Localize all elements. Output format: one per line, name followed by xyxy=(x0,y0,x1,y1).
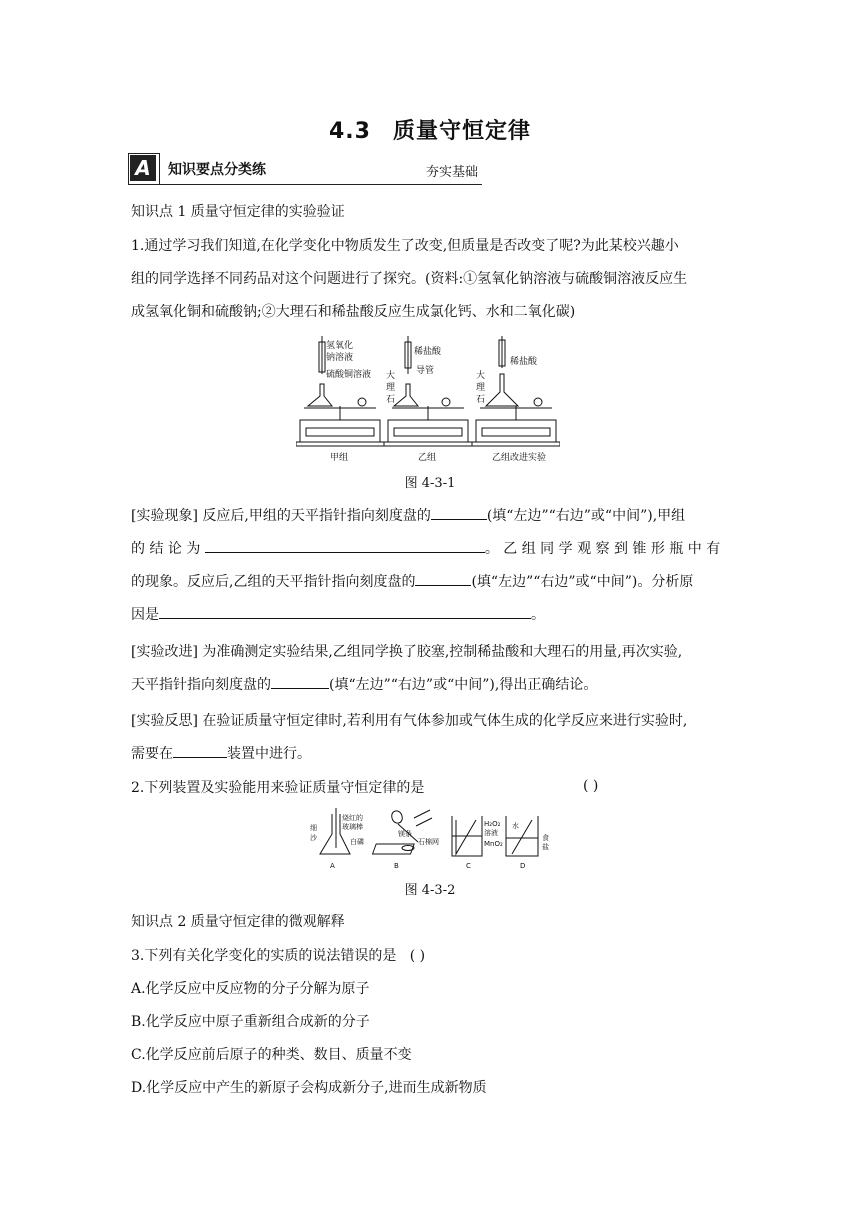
knowledge-point-2: 知识点 2 质量守恒定律的微观解释 xyxy=(131,914,345,930)
fig2-label-salt-2: 盐 xyxy=(542,843,549,851)
figure-4-3-2 xyxy=(306,806,556,872)
fig2-label-mno2: MnO₂ xyxy=(484,840,503,848)
banner-title: 知识要点分类练 xyxy=(168,162,266,178)
q1-obs-b2: 。 乙 组 同 学 观 察 到 锥 形 瓶 中 有 xyxy=(484,541,721,557)
fig1-label-tube: 导管 xyxy=(416,366,435,376)
fig2-label-water: 水 xyxy=(512,822,519,830)
q3-option-a[interactable]: A.化学反应中反应物的分子分解为原子 xyxy=(131,981,370,997)
fig2-label-sand-1: 细 xyxy=(310,824,317,832)
fig2-label-phosphorus: 白磷 xyxy=(350,838,364,846)
q3-stem: 3.下列有关化学变化的实质的说法错误的是 xyxy=(131,948,397,964)
fig2-letter-d: D xyxy=(520,862,526,870)
section-number: 4.3 xyxy=(329,119,371,144)
q1-obs-c2: (填“左边”“右边”或“中间”)。分析原 xyxy=(471,574,694,590)
fig2-label-mg: 镁条 xyxy=(398,830,412,838)
q1-obs-b1: 的 结 论 为 xyxy=(131,541,201,557)
q2-answer-paren[interactable]: ( ) xyxy=(583,778,599,794)
blank-6[interactable] xyxy=(173,743,227,758)
figure-4-3-2-caption: 图 4-3-2 xyxy=(404,883,456,898)
fig2-label-h2o2-2: 溶液 xyxy=(484,829,498,837)
fig1-label-marble-c1: 大 xyxy=(476,371,486,381)
q3-option-c[interactable]: C.化学反应前后原子的种类、数目、质量不变 xyxy=(131,1047,412,1063)
q1-observation-line3 xyxy=(131,566,731,599)
q1-observation-line4 xyxy=(131,599,731,632)
section-title: 质量守恒定律 xyxy=(392,119,531,144)
q2-text: 2.下列装置及实验能用来验证质量守恒定律的是 xyxy=(131,780,425,796)
q1-imp-b1: 天平指针指向刻度盘的 xyxy=(131,677,271,693)
q1-obs-d2: 。 xyxy=(531,607,545,623)
fig2-label-rod-1: 烧红的 xyxy=(342,814,363,822)
fig1-group-a: 甲组 xyxy=(330,453,349,463)
fig2-label-h2o2-1: H₂O₂ xyxy=(484,820,501,828)
fig2-letter-c: C xyxy=(466,862,471,870)
q1-obs-a2: (填“左边”“右边”或“中间”),甲组 xyxy=(486,508,686,524)
fig1-group-b: 乙组 xyxy=(418,453,437,463)
q1-obs-c1: 的现象。反应后,乙组的天平指针指向刻度盘的 xyxy=(131,574,416,590)
q3-text xyxy=(131,940,731,973)
fig1-label-naoh-2: 钠溶液 xyxy=(326,353,354,363)
fig1-label-marble-c2: 理 xyxy=(476,383,486,393)
q1-ref-b2: 装置中进行。 xyxy=(227,746,311,762)
blank-4[interactable] xyxy=(159,604,531,619)
fig2-label-salt-1: 食 xyxy=(542,834,549,842)
banner-subtitle: 夯实基础 xyxy=(425,165,478,180)
q1-obs-d1: 因是 xyxy=(131,607,159,623)
fig1-label-naoh-1: 氢氧化 xyxy=(326,341,354,351)
banner-letter-icon: A xyxy=(130,155,156,181)
blank-3[interactable] xyxy=(415,571,471,586)
fig1-label-marble-b3: 石 xyxy=(386,395,396,405)
figure-4-3-1-caption: 图 4-3-1 xyxy=(404,476,456,491)
q1-observation-line2 xyxy=(131,533,731,566)
fig2-label-sand-2: 沙 xyxy=(310,834,317,842)
fig1-label-hcl-c: 稀盐酸 xyxy=(510,357,538,367)
q3-answer-paren[interactable]: ( ) xyxy=(409,948,426,964)
fig1-label-marble-c3: 石 xyxy=(476,395,486,405)
figure-4-3-1 xyxy=(296,332,560,464)
fig2-label-rod-2: 玻璃棒 xyxy=(342,823,363,831)
fig1-label-marble-b1: 大 xyxy=(386,371,396,381)
q1-improvement-line1: [实验改进] 为准确测定实验结果,乙组同学换了胶塞,控制稀盐酸和大理石的用量,再次实验, xyxy=(131,644,683,660)
q1-line1: 1.通过学习我们知道,在化学变化中物质发生了改变,但质量是否改变了呢?为此某校兴趣小 xyxy=(131,238,679,254)
q3-option-d[interactable]: D.化学反应中产生的新原子会构成新分子,进而生成新物质 xyxy=(131,1080,487,1096)
section-banner xyxy=(130,153,482,185)
page-title xyxy=(0,114,860,145)
q1-obs-a1: [实验现象] 反应后,甲组的天平指针指向刻度盘的 xyxy=(131,508,431,524)
fig1-label-marble-b2: 理 xyxy=(386,383,396,393)
q1-improvement-line2 xyxy=(131,669,731,702)
fig1-label-cuso4: 硫酸铜溶液 xyxy=(326,370,372,380)
q1-ref-b1: 需要在 xyxy=(131,746,173,762)
blank-2[interactable] xyxy=(205,538,485,553)
fig2-label-net: 石棉网 xyxy=(418,838,439,846)
blank-5[interactable] xyxy=(271,674,329,689)
q1-observation-line1 xyxy=(131,500,731,533)
q1-reflection-line2 xyxy=(131,738,731,771)
fig1-group-c: 乙组改进实验 xyxy=(492,453,547,463)
blank-1[interactable] xyxy=(431,505,487,520)
q1-line3: 成氢氧化铜和硫酸钠;②大理石和稀盐酸反应生成氯化钙、水和二氧化碳) xyxy=(131,304,576,320)
q3-option-b[interactable]: B.化学反应中原子重新组合成新的分子 xyxy=(131,1014,370,1030)
banner-rule xyxy=(160,184,482,185)
q1-reflection-line1: [实验反思] 在验证质量守恒定律时,若利用有气体参加或气体生成的化学反应来进行实验时, xyxy=(131,713,688,729)
knowledge-point-1: 知识点 1 质量守恒定律的实验验证 xyxy=(131,204,345,220)
q1-imp-b2: (填“左边”“右边”或“中间”),得出正确结论。 xyxy=(329,677,598,693)
fig2-letter-b: B xyxy=(394,862,399,870)
q1-line2: 组的同学选择不同药品对这个问题进行了探究。(资料:①氢氧化钠溶液与硫酸铜溶液反应生 xyxy=(131,271,688,287)
fig2-letter-a: A xyxy=(330,862,335,870)
fig1-label-hcl-b: 稀盐酸 xyxy=(414,347,442,357)
